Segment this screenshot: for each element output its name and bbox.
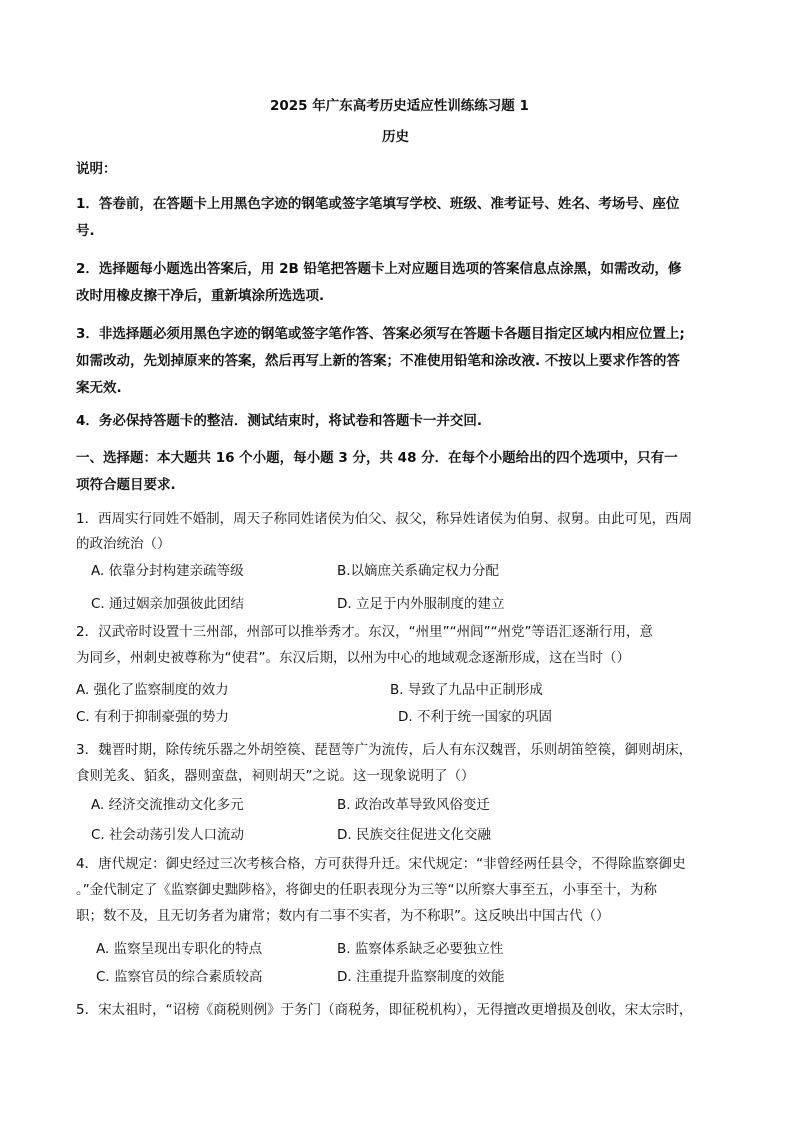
option-d: D. 民族交往促进文化交融 — [337, 827, 491, 843]
instruction-line: 如需改动，先划掉原来的答案，然后再写上新的答案；不准使用铅笔和涂改液. 不按以上要求作答的答 — [76, 353, 680, 369]
option-c: C. 监察官员的综合素质较高 — [96, 969, 263, 985]
instruction-line: 案无效. — [76, 380, 122, 396]
instruction-line: 2．选择题每小题选出答案后，用 2B 铅笔把答题卡上对应题目选项的答案信息点涂黑，如需改动，修 — [76, 261, 682, 277]
option-d: D. 不利于统一国家的巩固 — [398, 709, 552, 725]
section-heading: 一、选择题：本大题共 16 个小题，每小题 3 分，共 48 分．在每个小题给出的四个选项中，只有一 — [76, 450, 678, 466]
instruction-line: 4．务必保持答题卡的整洁．测试结束时，将试卷和答题卡一并交回. — [76, 413, 483, 429]
option-a: A. 经济交流推动文化多元 — [91, 797, 244, 813]
option-d: D. 立足于内外服制度的建立 — [337, 596, 505, 612]
option-c: C. 社会动荡引发人口流动 — [91, 827, 245, 843]
option-d: D. 注重提升监察制度的效能 — [337, 969, 505, 985]
instruction-line: 改时用橡皮擦干净后，重新填涂所选选项. — [76, 288, 325, 304]
document-title: 2025 年广东高考历史适应性训练练习题 1 — [270, 98, 529, 114]
option-c: C. 通过姻亲加强彼此团结 — [91, 596, 245, 612]
instruction-line: 号. — [76, 223, 95, 239]
question-4-text: 。”金代制定了《监察御史黜陟格》，将御史的任职表现分为三等“以所察大事至五，小事至十，为称 — [76, 882, 657, 898]
question-3-text: 食则羌炙、貊炙，器则蛮盘，祠则胡天”之说。这一现象说明了（） — [76, 768, 475, 784]
section-heading: 项符合题目要求. — [76, 477, 176, 493]
option-a: A. 监察呈现出专职化的特点 — [96, 941, 263, 957]
question-2-text: 2．汉武帝时设置十三州部，州部可以推举秀才。东汉，“州里”“州闾”“州党”等语汇逐渐行用，意 — [76, 624, 654, 640]
question-4-text: 4．唐代规定：御史经过三次考核合格，方可获得升迁。宋代规定：“非曾经两任县令，不得除监察御史 — [76, 856, 686, 872]
question-4-text: 职；数不及，且无切务者为庸常；数内有二事不实者，为不称职”。这反映出中国古代（） — [76, 908, 610, 924]
option-b: B. 监察体系缺乏必要独立性 — [337, 941, 504, 957]
option-c: C. 有利于抑制豪强的势力 — [76, 709, 230, 725]
option-a: A. 强化了监察制度的效力 — [76, 682, 229, 698]
option-b: B. 政治改革导致风俗变迁 — [337, 797, 490, 813]
option-b: B.以嫡庶关系确定权力分配 — [337, 563, 500, 579]
question-5-text: 5．宋太祖时，“诏榜《商税则例》于务门（商税务，即征税机构），无得擅改更增损及创收，宋太宗时， — [76, 1002, 693, 1018]
option-b: B. 导致了九品中正制形成 — [390, 682, 543, 698]
question-3-text: 3．魏晋时期，除传统乐器之外胡箜篌、琵琶等广为流传，后人有东汉魏晋，乐则胡笛箜篌，御则胡床， — [76, 742, 693, 758]
question-1-text: 1．西周实行同姓不婚制，周天子称同姓诸侯为伯父、叔父，称异姓诸侯为伯舅、叔舅。由此可见，西周 — [76, 511, 693, 527]
question-1-text: 的政治统治（） — [76, 536, 171, 552]
instructions-heading: 说明： — [76, 161, 117, 177]
option-a: A. 依靠分封构建亲疏等级 — [91, 563, 244, 579]
subject-title: 历史 — [382, 129, 409, 145]
instruction-line: 1．答卷前，在答题卡上用黑色字迹的钢笔或签字笔填写学校、班级、准考证号、姓名、考场号、座位 — [76, 196, 680, 212]
instruction-line: 3．非选择题必须用黑色字迹的钢笔或签字笔作答、答案必须写在答题卡各题目指定区域内相应位置上; — [76, 326, 685, 342]
question-2-text: 为同乡，州刺史被尊称为“使君”。东汉后期，以州为中心的地域观念逐渐形成，这在当时（） — [76, 650, 630, 666]
